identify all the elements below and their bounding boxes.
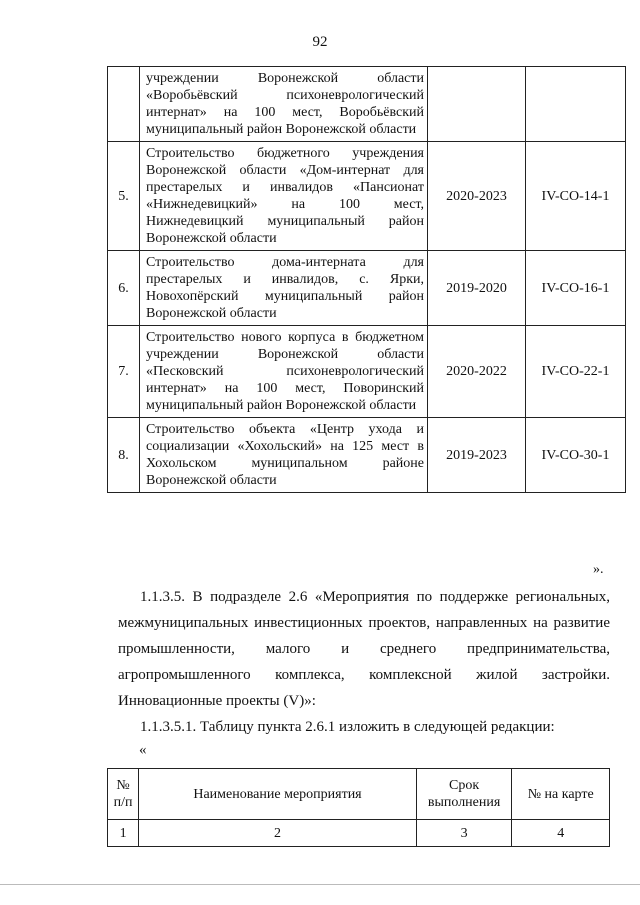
row-map-code xyxy=(526,67,626,142)
header-name: Наименование мероприятия xyxy=(139,769,417,820)
row-period: 2019-2023 xyxy=(428,418,526,493)
paragraph-1-line-2: межмуниципальных инвестиционных проектов, направленных на развитие xyxy=(118,615,610,631)
events-table-continued xyxy=(107,66,626,493)
header-map-code: № на карте xyxy=(512,769,610,820)
row-number: 8. xyxy=(108,418,140,493)
row-name: Строительство нового корпуса в бюджетном учреждении Воронежской области «Песковский психоневрологический интернат» на 100 мест, Поворинский муниципальный район Воронежской области xyxy=(140,326,428,418)
table-row xyxy=(108,142,626,251)
index-cell: 3 xyxy=(416,820,512,847)
row-number: 7. xyxy=(108,326,140,418)
new-events-table xyxy=(107,768,610,847)
row-map-code: IV-CO-14-1 xyxy=(526,142,626,251)
row-map-code: IV-CO-16-1 xyxy=(526,251,626,326)
paragraph-1-continuation xyxy=(118,610,610,714)
row-name: Строительство дома-интерната для престарелых и инвалидов, с. Ярки, Новохопёрский муниципальный район Воронежской области xyxy=(140,251,428,326)
index-cell: 4 xyxy=(512,820,610,847)
table-row xyxy=(108,326,626,418)
index-cell: 1 xyxy=(108,820,139,847)
row-map-code: IV-CO-22-1 xyxy=(526,326,626,418)
page-bottom-divider xyxy=(0,884,640,885)
paragraph-1-line-4: агропромышленного комплекса, комплексной жилой застройки. xyxy=(118,667,610,683)
row-number xyxy=(108,67,140,142)
row-period: 2019-2020 xyxy=(428,251,526,326)
opening-quote: « xyxy=(139,742,147,758)
index-cell: 2 xyxy=(139,820,417,847)
page-number: 92 xyxy=(312,34,328,50)
row-map-code: IV-CO-30-1 xyxy=(526,418,626,493)
paragraph-1-line-3: промышленности, малого и среднего предпринимательства, xyxy=(118,641,610,657)
paragraph-1-line-5: Инновационные проекты (V)»: xyxy=(118,693,316,709)
header-period: Срок выполнения xyxy=(416,769,512,820)
table-row xyxy=(108,418,626,493)
row-number: 5. xyxy=(108,142,140,251)
closing-quote: ». xyxy=(593,562,604,577)
table-index-row xyxy=(108,820,610,847)
table-header-row xyxy=(108,769,610,820)
row-period: 2020-2023 xyxy=(428,142,526,251)
paragraph-1-first-line: 1.1.3.5. В подразделе 2.6 «Мероприятия по поддержке региональных, xyxy=(140,589,610,605)
row-period: 2020-2022 xyxy=(428,326,526,418)
table-row xyxy=(108,67,626,142)
row-number: 6. xyxy=(108,251,140,326)
row-period xyxy=(428,67,526,142)
row-name: Строительство объекта «Центр ухода и социализации «Хохольский» на 125 мест в Хохольском муниципальном районе Воронежской области xyxy=(140,418,428,493)
row-name: Строительство бюджетного учреждения Воронежской области «Дом-интернат для престарелых и инвалидов «Пансионат «Нижнедевицкий» на 100 мест, Нижнедевицкий муниципальный район Воронежской области xyxy=(140,142,428,251)
table-row xyxy=(108,251,626,326)
row-name: учреждении Воронежской области «Воробьёвский психоневрологический интернат» на 100 мест, Воробьёвский муниципальный район Воронежской области xyxy=(140,67,428,142)
paragraph-2: 1.1.3.5.1. Таблицу пункта 2.6.1 изложить в следующей редакции: xyxy=(140,719,555,735)
header-num: № п/п xyxy=(108,769,139,820)
